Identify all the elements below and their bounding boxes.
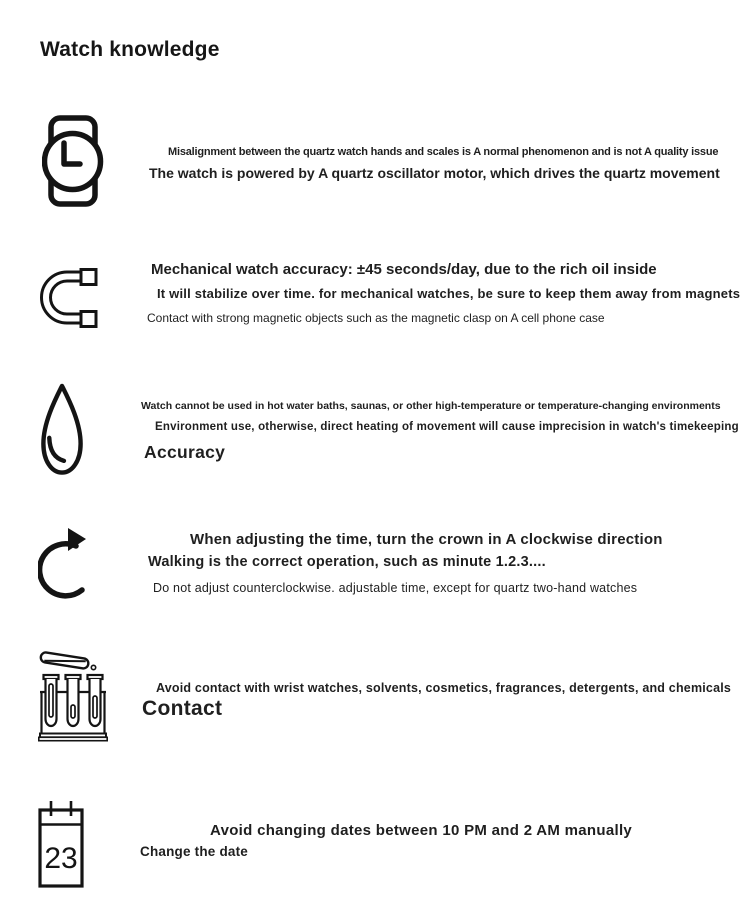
section-date-heading: Change the date [140,844,249,859]
calendar-day-number: 23 [44,842,78,875]
section-magnet-sub: It will stabilize over time. for mechanical watches, be sure to keep them away from magnets [157,286,741,301]
magnet-icon [40,268,98,328]
section-heat-note: Watch cannot be used in hot water baths, saunas, or other high-temperature or temperature-changing environments [141,400,721,412]
clockwise-rotation-icon [38,526,98,606]
section-crown-main: When adjusting the time, turn the crown in A clockwise direction [190,531,663,548]
page-title: Watch knowledge [40,38,220,61]
section-crown-note: Do not adjust counterclockwise. adjustable time, except for quartz two-hand watches [153,581,638,595]
section-chemicals-main: Avoid contact with wrist watches, solvents, cosmetics, fragrances, detergents, and chemicals [156,681,732,695]
section-chemicals-heading: Contact [142,697,223,720]
section-magnet-note: Contact with strong magnetic objects such as the magnetic clasp on A cell phone case [147,311,605,325]
section-crown-sub: Walking is the correct operation, such as minute 1.2.3.... [148,554,546,570]
section-heat-heading: Accuracy [144,442,226,462]
test-tubes-icon [38,650,108,742]
section-heat-sub: Environment use, otherwise, direct heating of movement will cause imprecision in watch's timekeeping [155,421,739,433]
calendar-icon [38,800,84,888]
section-quartz-note: Misalignment between the quartz watch hands and scales is A normal phenomenon and is not A quality issue [168,146,719,158]
section-date-main: Avoid changing dates between 10 PM and 2 AM manually [210,822,633,839]
watch-icon [42,115,104,207]
section-magnet-main: Mechanical watch accuracy: ±45 seconds/day, due to the rich oil inside [151,261,657,278]
water-drop-icon [39,383,85,477]
section-quartz-main: The watch is powered by A quartz oscillator motor, which drives the quartz movement [149,165,720,181]
